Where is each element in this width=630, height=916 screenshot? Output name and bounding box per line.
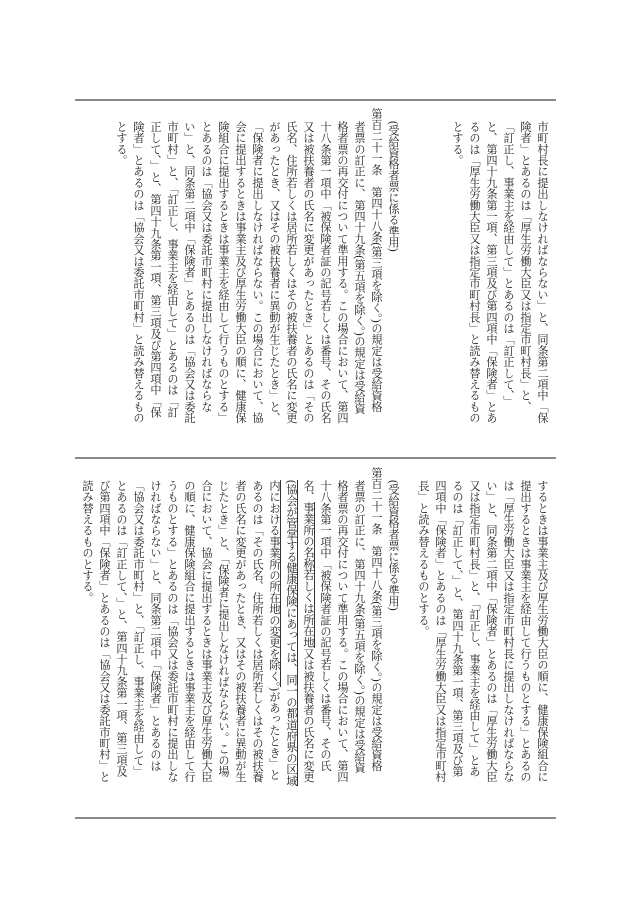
text-column: るのは「厚生労働大臣又は指定市町村長」と読み替えるもの	[468, 121, 480, 424]
text-column: 合において、協会に提出するときは事業主及び厚生労働大臣	[200, 480, 212, 783]
upper-text-block	[112, 108, 550, 438]
text-segment: )があったとき」と	[268, 687, 280, 781]
continuation-paragraph	[414, 467, 550, 797]
text-segment: 名、	[302, 480, 314, 503]
text-column: とする。	[115, 121, 127, 166]
sidelined-amendment-text: (協会が管掌する健康保険にあっては、同一の都道府県の区域	[285, 480, 297, 787]
text-column: あるのは「その氏名、住所若しくは居所若しくはその被扶養	[251, 480, 263, 783]
text-column: 第百二十一条 第四十八条(第三項を除く。)の規定は受給資格	[370, 108, 382, 413]
middle-rule	[75, 457, 556, 459]
text-column: 市町村長に提出しなければならない」と、同条第二項中「保	[536, 121, 548, 424]
text-column: 「協会又は委託市町村」と、「訂正し、事業主を経由して」	[132, 480, 144, 777]
sidelined-amendment-text: 事業所の名称若しくは所在地	[302, 502, 314, 649]
text-column	[265, 467, 282, 797]
text-column: とあるのは「訂正して、」と、第四十九条第一項、第三項及	[115, 480, 127, 777]
text-column: 険者」とあるのは「厚生労働大臣又は指定市町村長」と、	[519, 121, 531, 413]
article-heading: (受給資格者票に係る準用)	[387, 480, 399, 611]
text-column: 正して、」と、第四十九条第一項、第三項及び第四項中「保	[149, 121, 161, 418]
text-column: は「厚生労働大臣又は指定市町村長に提出しなければならな	[502, 480, 514, 783]
text-column: 格者票の再交付について準用する。この場合において、第四	[336, 480, 348, 783]
sidelined-amendment-text: 内における事業所の所在地の変更を除く。	[268, 480, 280, 688]
text-column: 提出するときは事業主を経由して行うものとする」とあるの	[519, 480, 531, 783]
continuation-paragraph	[448, 108, 550, 438]
text-column: 「保険者に提出しなければならない。この場合において、協	[251, 121, 263, 424]
article-heading: (受給資格者票に係る準用)	[387, 121, 399, 252]
bottom-rule	[75, 817, 556, 819]
article-paragraph	[78, 467, 401, 797]
text-column: 者の氏名に変更があったとき、又はその被扶養者に異動が生	[234, 480, 246, 783]
text-column: 会に提出するときは事業主及び厚生労働大臣の順に、健康保	[234, 121, 246, 424]
top-rule	[75, 99, 556, 101]
text-column: 「訂正し、事業主を経由して」とあるのは「訂正して、」	[502, 121, 514, 407]
text-column: するときは事業主及び厚生労働大臣の順に、健康保険組合に	[536, 480, 548, 783]
text-column: うものとする」とあるのは「協会又は委託市町村に提出しな	[166, 480, 178, 783]
text-column: があったとき、又はその被扶養者に異動が生じたとき」と、	[268, 121, 280, 424]
text-column: るのは「訂正して、」と、第四十九条第一項、第三項及び第	[451, 480, 463, 777]
text-column: い」と、同条第二項中「保険者」とあるのは「厚生労働大臣	[485, 480, 497, 783]
text-column: 長」と読み替えるものとする。	[417, 480, 429, 637]
text-column: ければならない」と、同条第二項中「保険者」とあるのは	[149, 480, 161, 772]
text-column: 十八条第一項中「被保険者証の記号若しくは番号、その氏名	[319, 121, 331, 424]
lower-text-block	[78, 467, 550, 797]
text-column: 険組合に提出するときは事業主を経由して行うものとする」	[217, 121, 229, 424]
article-paragraph	[112, 108, 401, 438]
text-column: 者票の訂正に、第四十九条(第五項を除く。)の規定は受給資	[353, 480, 365, 774]
text-column: 又は指定市町村長」と、「訂正し、事業主を経由して」とあ	[468, 480, 480, 777]
text-segment: 又は被扶養者の氏名に変更	[302, 648, 314, 783]
text-column: じたとき」と、「保険者に提出しなければならない。この場	[217, 480, 229, 777]
text-column	[299, 467, 316, 797]
text-column: 市町村」と、「訂正し、事業主を経由して」とあるのは「訂	[166, 121, 178, 418]
text-column: 第百二十一条 第四十八条(第三項を除く。)の規定は受給資格	[370, 467, 382, 772]
text-column: 四項中「保険者」とあるのは「厚生労働大臣又は指定市町村	[434, 480, 446, 783]
text-column: と、第四十九条第一項、第三項及び第四項中「保険者」とあ	[485, 121, 497, 424]
text-column: い」と、同条第二項中「保険者」とあるのは「協会又は委託	[183, 121, 195, 424]
text-column: 険者」とあるのは「協会又は委託市町村」と読み替えるもの	[132, 121, 144, 424]
text-column: とあるのは「協会又は委託市町村に提出しなければならな	[200, 121, 212, 413]
text-column: の順に、健康保険組合に提出するときは事業主を経由して行	[183, 480, 195, 783]
text-column: 読み替えるものとする。	[81, 480, 93, 604]
text-column: 十八条第一項中「被保険者証の記号若しくは番号、その氏	[319, 480, 331, 772]
text-column	[282, 467, 299, 797]
text-column: 又は被扶養者の氏名に変更があったとき」とあるのは「その	[302, 121, 314, 424]
text-column: 氏名、住所若しくは居所若しくはその被扶養者の氏名に変更	[285, 121, 297, 424]
text-column: び第四項中「保険者」とあるのは「協会又は委託市町村」と	[98, 480, 110, 783]
text-column: とする。	[451, 121, 463, 166]
text-column: 格者票の再交付について準用する。この場合において、第四	[336, 121, 348, 424]
text-column: 者票の訂正に、第四十九条(第五項を除く。)の規定は受給資	[353, 121, 365, 415]
